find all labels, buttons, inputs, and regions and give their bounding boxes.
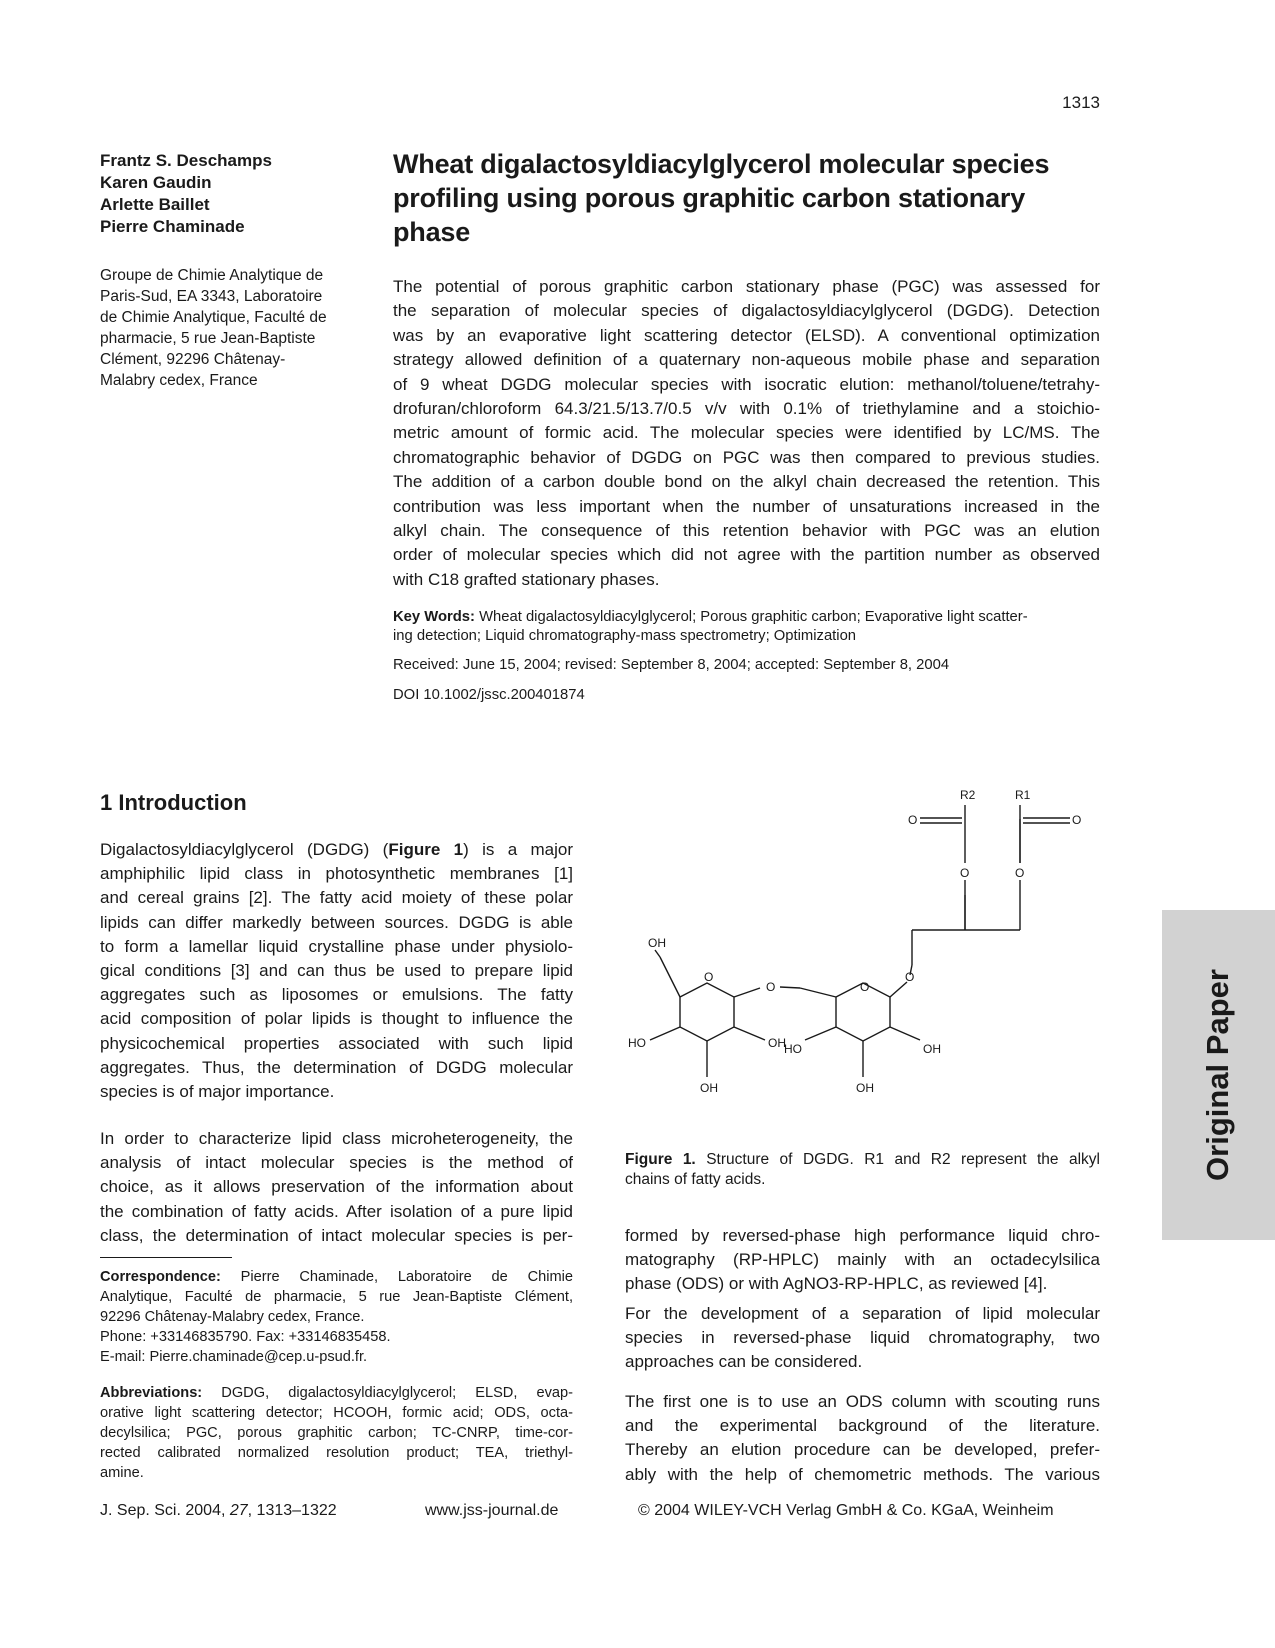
- text-line: matography (RP-HPLC) mainly with an octadecylsilica: [625, 1250, 1100, 1270]
- atom-o: O: [860, 980, 870, 994]
- atom-o: O: [1072, 813, 1082, 827]
- intro-paragraph-2: [100, 1127, 573, 1248]
- title-line: phase: [393, 217, 471, 247]
- article-type-label: Original Paper: [1200, 969, 1235, 1181]
- abstract: [393, 275, 1100, 592]
- text-line: and cereal grains [2]. The fatty acid moiety of these polar: [100, 888, 573, 908]
- text-line: Thereby an elution procedure can be developed, prefer-: [625, 1440, 1100, 1460]
- author: Arlette Baillet: [100, 195, 210, 214]
- text-line: orative light scattering detector; HCOOH, formic acid; ODS, octa-: [100, 1405, 573, 1421]
- abstract-line: order of molecular species which did not agree with the partition number as observed: [393, 545, 1100, 565]
- text-line: acid composition of polar lipids is thought to influence the: [100, 1009, 573, 1029]
- atom-o: O: [704, 970, 714, 984]
- text-line: gical conditions [3] and can thus be used to prepare lipid: [100, 961, 573, 981]
- r1-label: R1: [1015, 788, 1031, 802]
- text-line: aggregates such as liposomes or emulsions. The fatty: [100, 985, 573, 1005]
- atom-oh: OH: [700, 1081, 718, 1095]
- abbreviations-label: Abbreviations:: [100, 1385, 203, 1401]
- text-line: amphiphilic lipid class in photosynthetic membranes [1]: [100, 864, 573, 884]
- atom-o: O: [908, 813, 918, 827]
- text-line: chains of fatty acids.: [625, 1171, 766, 1188]
- affiliation: [100, 265, 360, 391]
- keywords-label: Key Words:: [393, 609, 475, 625]
- figure-caption: [625, 1150, 1100, 1190]
- author-list: [100, 150, 360, 238]
- correspondence-text: Pierre Chaminade, Laboratoire de Chimie: [240, 1269, 573, 1285]
- journal-website[interactable]: www.jss-journal.de: [425, 1502, 559, 1519]
- abstract-line: with C18 grafted stationary phases.: [393, 569, 660, 589]
- text-line: and the experimental background of the literature.: [625, 1416, 1100, 1436]
- structure-bonds: [650, 805, 1070, 1077]
- abstract-line: was by an evaporative light scattering detector (ELSD). A conventional optimization: [393, 325, 1100, 345]
- text-line: phase (ODS) or with AgNO3-RP-HPLC, as reviewed [4].: [625, 1274, 1048, 1294]
- text-line: species is of major importance.: [100, 1082, 335, 1102]
- abstract-line: the separation of molecular species of digalactosyldiacylglycerol (DGDG). Detection: [393, 301, 1100, 321]
- author: Pierre Chaminade: [100, 217, 245, 236]
- atom-oh: OH: [856, 1081, 874, 1095]
- text-line: physicochemical properties associated with such lipid: [100, 1033, 573, 1053]
- affiliation-line: de Chimie Analytique, Faculté de: [100, 309, 327, 326]
- text-line: [100, 1267, 573, 1287]
- abstract-line: drofuran/chloroform 64.3/21.5/13.7/0.5 v/v with 0.1% of triethylamine and a stoichio-: [393, 399, 1100, 419]
- author: Karen Gaudin: [100, 173, 212, 192]
- caption-text: Structure of DGDG. R1 and R2 represent the alkyl: [706, 1151, 1100, 1168]
- received-dates: Received: June 15, 2004; revised: September 8, 2004; accepted: September 8, 2004: [393, 657, 950, 673]
- atom-oh: OH: [923, 1042, 941, 1056]
- title-line: profiling using porous graphitic carbon stationary: [393, 183, 1026, 213]
- affiliation-line: Groupe de Chimie Analytique de: [100, 267, 324, 284]
- atom-o: O: [905, 970, 915, 984]
- footnote-rule: [100, 1257, 232, 1258]
- atom-labels: [628, 788, 1081, 1095]
- abstract-line: strategy allowed definition of a quaternary non-aqueous mobile phase and separation: [393, 350, 1100, 370]
- correspondence-label: Correspondence:: [100, 1269, 221, 1285]
- atom-o: O: [1015, 866, 1025, 880]
- text-line: 92296 Châtenay-Malabry cedex, France.: [100, 1309, 365, 1325]
- journal-volume: 27: [229, 1502, 248, 1519]
- abstract-line: contribution was less important when the number of unsaturations increased in the: [393, 496, 1100, 516]
- atom-ho: HO: [784, 1042, 802, 1056]
- atom-ho: HO: [628, 1036, 646, 1050]
- abbreviations-text: DGDG, digalactosyldiacylglycerol; ELSD, evap-: [221, 1385, 574, 1401]
- abstract-line: The addition of a carbon double bond on the alkyl chain decreased the retention. This: [393, 472, 1100, 492]
- journal-citation: [100, 1502, 337, 1520]
- keywords-text: Wheat digalactosyldiacylglycerol; Porous graphitic carbon; Evaporative light scatter-: [479, 609, 1028, 625]
- journal-name: J. Sep. Sci. 2004,: [100, 1502, 230, 1519]
- correspondence-note: [100, 1267, 573, 1367]
- abstract-line: of 9 wheat DGDG molecular species with isocratic elution: methanol/toluene/tetrahy-: [393, 374, 1100, 394]
- affiliation-line: Malabry cedex, France: [100, 372, 258, 389]
- text-line: Analytique, Faculté de pharmacie, 5 rue Jean-Baptiste Clément,: [100, 1289, 573, 1305]
- text-line: formed by reversed-phase high performance liquid chro-: [625, 1226, 1100, 1245]
- keywords: [393, 608, 1100, 646]
- text-line: rected calibrated normalized resolution product; TEA, triethyl-: [100, 1445, 573, 1461]
- text-line: species in reversed-phase liquid chromatography, two: [625, 1328, 1100, 1348]
- keywords-text: ing detection; Liquid chromatography-mass spectrometry; Optimization: [393, 628, 857, 644]
- text-line: lipids can differ markedly between sources. DGDG is able: [100, 912, 573, 932]
- right-paragraph-1: [625, 1224, 1100, 1297]
- abstract-line: chromatographic behavior of DGDG on PGC was then compared to previous studies.: [393, 447, 1100, 467]
- r2-label: R2: [960, 788, 976, 802]
- affiliation-line: Paris-Sud, EA 3343, Laboratoire: [100, 288, 323, 305]
- text-line: [100, 1383, 573, 1403]
- text-line: Phone: +33146835790. Fax: +33146835458.: [100, 1329, 391, 1345]
- atom-oh: OH: [648, 936, 666, 950]
- affiliation-line: Clément, 92296 Châtenay-: [100, 351, 286, 368]
- paper-title: [393, 147, 1113, 249]
- atom-o: O: [960, 866, 970, 880]
- text-line: decylsilica; PGC, porous graphitic carbon; TC-CNRP, time-cor-: [100, 1425, 573, 1441]
- page-number: 1313: [1062, 93, 1100, 112]
- author: Frantz S. Deschamps: [100, 151, 272, 170]
- figure-label: Figure 1.: [625, 1151, 696, 1168]
- text-line: choice, as it allows preservation of the information about: [100, 1177, 573, 1197]
- abstract-line: metric amount of formic acid. The molecular species were identified by LC/MS. The: [393, 423, 1100, 443]
- section-heading: 1 Introduction: [100, 790, 247, 815]
- copyright-notice: © 2004 WILEY-VCH Verlag GmbH & Co. KGaA, Weinheim: [638, 1502, 1054, 1519]
- atom-o: O: [766, 980, 776, 994]
- text-line: approaches can be considered.: [625, 1352, 863, 1372]
- abbreviations-note: [100, 1383, 573, 1483]
- fig-ref-pre: Digalactosyldiacylglycerol (DGDG) (Figure 1) is a major: [100, 840, 574, 859]
- text-line: analysis of intact molecular species is the method of: [100, 1153, 573, 1173]
- right-paragraph-2: [625, 1302, 1100, 1375]
- title-line: Wheat digalactosyldiacylglycerol molecular species: [393, 149, 1050, 179]
- text-line: the combination of fatty acids. After isolation of a pure lipid: [100, 1201, 573, 1221]
- text-line: The first one is to use an ODS column with scouting runs: [625, 1392, 1100, 1411]
- dgdg-structure-figure: [620, 785, 1100, 1140]
- text-line: In order to characterize lipid class microheterogeneity, the: [100, 1129, 573, 1148]
- text-line: class, the determination of intact molecular species is per-: [100, 1225, 573, 1245]
- doi: DOI 10.1002/jssc.200401874: [393, 687, 585, 703]
- affiliation-line: pharmacie, 5 rue Jean-Baptiste: [100, 330, 316, 347]
- right-paragraph-3: [625, 1390, 1100, 1487]
- abstract-line: The potential of porous graphitic carbon stationary phase (PGC) was assessed for: [393, 277, 1100, 296]
- text-line: [625, 1150, 1100, 1170]
- journal-pages: , 1313–1322: [247, 1502, 337, 1519]
- article-type-tab: [1162, 910, 1275, 1240]
- atom-oh: OH: [768, 1036, 786, 1050]
- text-line: amine.: [100, 1465, 144, 1481]
- text-line: to form a lamellar liquid crystalline phase under physiolo-: [100, 936, 573, 956]
- text-line: aggregates. Thus, the determination of DGDG molecular: [100, 1057, 573, 1077]
- intro-paragraph-1: [100, 838, 573, 1104]
- email-link[interactable]: E-mail: Pierre.chaminade@cep.u-psud.fr.: [100, 1349, 368, 1365]
- text-line: ably with the help of chemometric methods. The various: [625, 1464, 1100, 1484]
- text-line: For the development of a separation of lipid molecular: [625, 1304, 1100, 1323]
- abstract-line: alkyl chain. The consequence of this retention behavior with PGC was an elution: [393, 521, 1100, 541]
- text-line: [100, 838, 573, 862]
